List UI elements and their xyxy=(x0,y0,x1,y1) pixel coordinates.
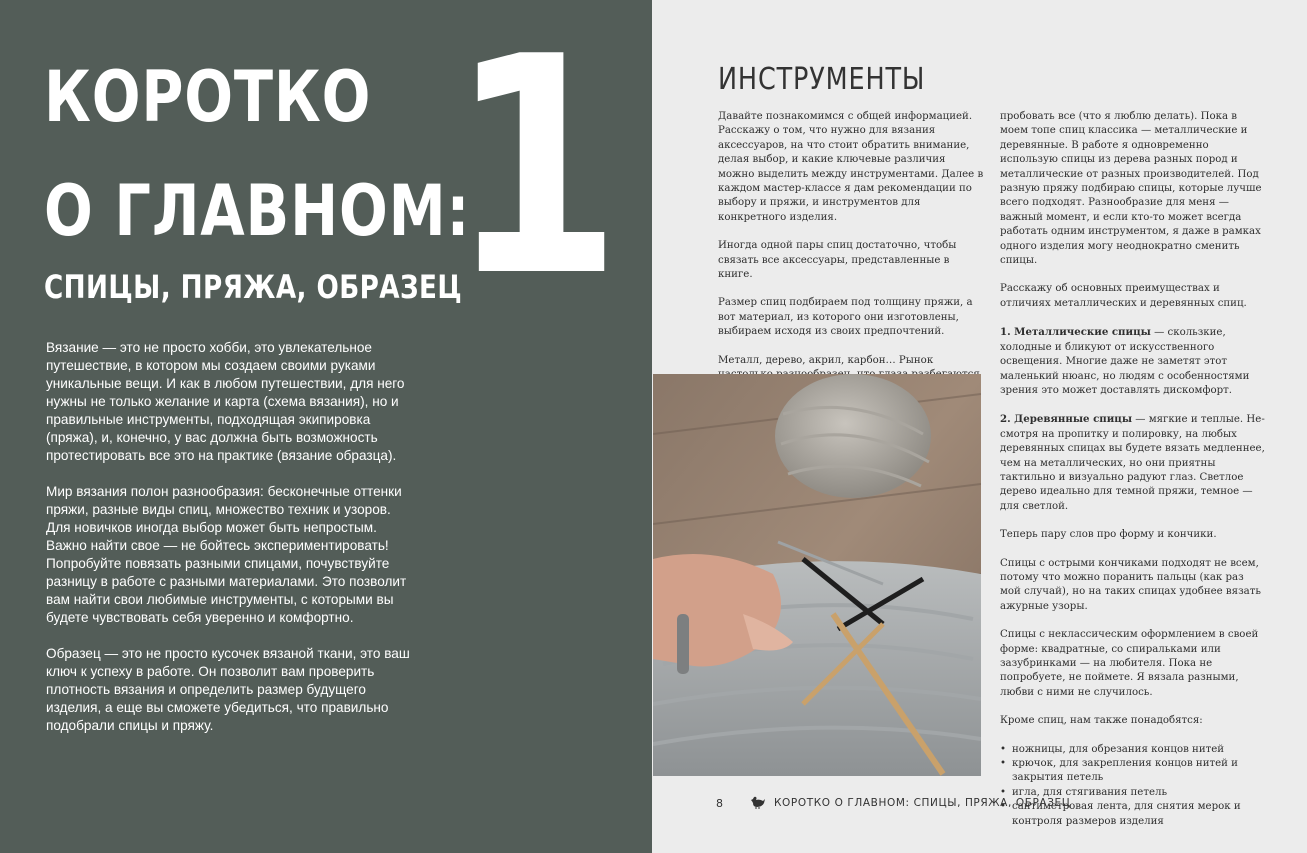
column-paragraph: Иногда одной пары спиц достаточно, чтобы связать все аксессуары, представленные в книге. xyxy=(718,240,957,281)
column-paragraph: Давайте познакомимся с общей информацией. Расскажу о том, что нужно для вязания аксессуаров, на что стоит обратить внимание, делая выбор, и какие ключевые различия можно выделить между инструментами. Далее в каждом мастер-классе я дам рекомендации по выбору и пряжи, и инструментов для конкретного изделия. xyxy=(718,111,984,223)
column-paragraph: Теперь пару слов про форму и кончики. xyxy=(1000,529,1217,541)
left-page xyxy=(0,0,652,853)
intro-paragraph: Мир вязания полон разнообразия: бесконечные оттенки пряжи, разные виды спиц, множество техник и узоров. Для новичков иногда выбор может быть непростым. Важно найти свое — не бойтесь экспериментировать! Попробуйте повязать разными спицами, почувствуйте разницу в работе с разными материалами. Это позволит вам найти свои любимые инструменты, с которыми вы будете чувствовать себя уверенно и комфортно. xyxy=(46,484,407,625)
title-line-1: КОРОТКО xyxy=(44,56,372,138)
metal-needles-text: — скользкие, холодные и бликуют от искусственного освещения. Многие даже не заметят этот маленький нюанс, но людям с особенностями зрения это может доставлять дискомфорт. xyxy=(1000,327,1250,396)
running-title: КОРОТКО О ГЛАВНОМ: СПИЦЫ, ПРЯЖА, ОБРАЗЕЦ xyxy=(774,797,1071,809)
right-page xyxy=(652,0,1307,853)
wood-needles-text: — мягкие и теплые. Несмотря на пропитку и полировку, на любых деревянных спицах вы будете вязать медленнее, чем на металлических, но они приятны тактильно и визуально радуют глаз. Светлое дерево идеально для темной пряжи, темное — для светлой. xyxy=(1000,414,1265,512)
intro-paragraph: Вязание — это не просто хобби, это увлекательное путешествие, в котором мы создаем своими руками уникальные вещи. И как в любом путешествии, для него нужны не только желание и карта (схема вязания), но и правильные инструменты, подходящая экипировка (пряжа), и, конечно, у вас должна быть возможность протестировать все это на практике (вязание образца). xyxy=(46,340,405,463)
column-paragraph: Спицы с неклассическим оформлением в своей форме: квадратные, со спиральками или зазубринками — на любителя. Пока не попробуете, не поймете. Я вязала разными, любви с ними не случилось. xyxy=(1000,629,1259,698)
text-column-1 xyxy=(718,110,984,411)
column-paragraph: Расскажу об основных преимуществах и отличиях металлических и деревянных спиц. xyxy=(1000,283,1247,309)
list-item: • ножницы, для обрезания концов нитей xyxy=(1012,743,1265,757)
intro-paragraph: Образец — это не просто кусочек вязаной ткани, это ваш ключ к успеху в работе. Он позволит вам проверить плотность вязания и определить размер будущего изделия, а еще вы сможете убедиться, что правильно подобрали спицы и пряжу. xyxy=(46,646,410,733)
wood-needles-paragraph xyxy=(1000,412,1265,514)
column-paragraph: Размер спиц подбираем под толщину пряжи, а вот материал, из которого они изготовлены, выбираем исходя из своих предпочтений. xyxy=(718,297,973,338)
column-paragraph: пробовать все (что я люблю делать). Пока в моем топе спиц классика — металлические и деревянные. В работе я одновременно использую спицы из дерева разных пород и металлические от разных производителей. Под разную пряжу подбираю спицы, которые лучше всего подходят. Разнообразие для меня — важный момент, и если кто-то может всегда работать одним инструментом, я даже в рамках одного изделия могу неоднократно сменить спицы. xyxy=(1000,111,1262,267)
column-paragraph: Спицы с острыми кончиками подходят не всем, потому что можно поранить пальцы (как раз мой случай), но на таких спицах удобнее вязать ажурные узоры. xyxy=(1000,557,1261,612)
tools-list xyxy=(1000,743,1265,829)
title-line-2: О ГЛАВНОМ: xyxy=(44,170,471,252)
text-column-2 xyxy=(1000,110,1265,829)
intro-text xyxy=(46,339,414,753)
chicken-icon xyxy=(750,795,766,812)
metal-needles-heading: 1. Металлические спицы xyxy=(1000,326,1151,339)
section-title: ИНСТРУМЕНТЫ xyxy=(718,62,926,97)
column-paragraph: Металл, дерево, акрил, карбон… Рынок xyxy=(718,354,934,366)
subtitle: СПИЦЫ, ПРЯЖА, ОБРАЗЕЦ xyxy=(44,268,463,306)
metal-needles-paragraph xyxy=(1000,325,1265,398)
list-item: • сантиметровая лента, для снятия мерок и контроля размеров изделия xyxy=(1012,800,1265,829)
page-number: 8 xyxy=(716,797,723,810)
wood-needles-heading: 2. Деревянные спицы xyxy=(1000,413,1133,426)
chapter-number: 1 xyxy=(450,0,622,342)
knitting-photo xyxy=(653,374,981,776)
list-item: • крючок, для закрепления концов нитей и закрытия петель xyxy=(1012,757,1265,786)
column-paragraph: Кроме спиц, нам также понадобятся: xyxy=(1000,715,1203,727)
list-item: • игла, для стягивания петель xyxy=(1012,786,1265,800)
